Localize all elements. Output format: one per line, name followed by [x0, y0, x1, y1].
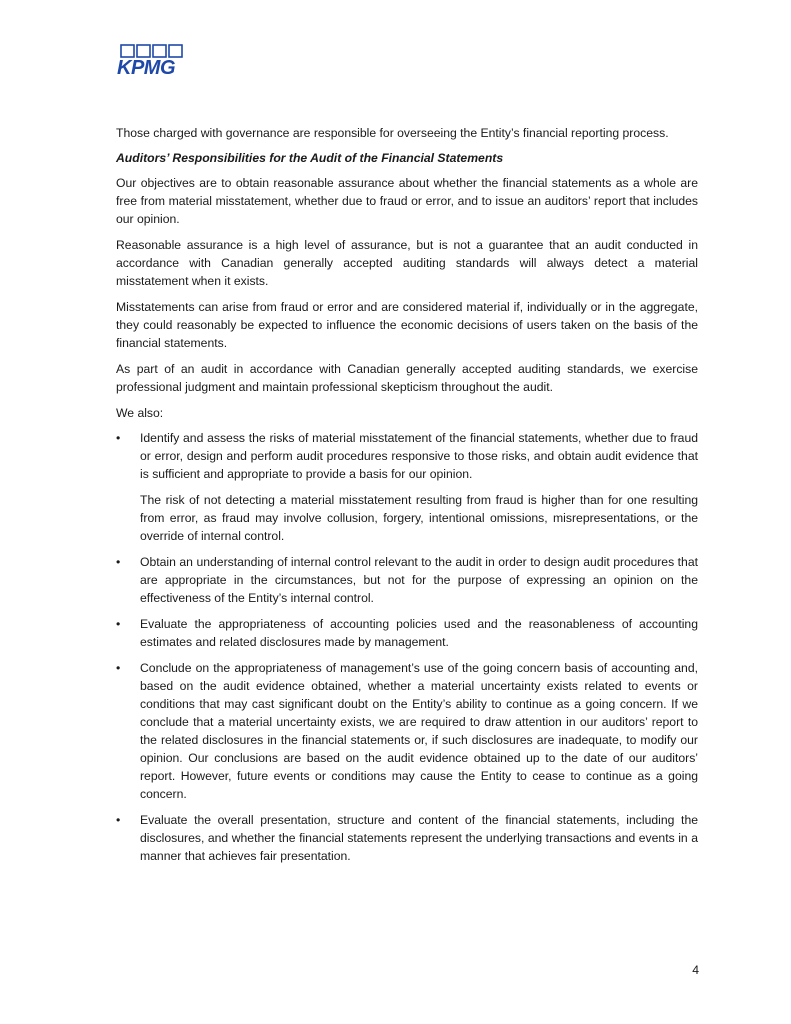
- paragraph-misstatements: Misstatements can arise from fraud or error and are considered material if, individually or in the aggregate, they could reasonably be expected to influence the economic decisions of users taken on the basis of the financial statements.: [116, 300, 698, 350]
- responsibilities-list: [116, 429, 698, 865]
- paragraph-reasonable-assurance: Reasonable assurance is a high level of assurance, but is not a guarantee that an audit conducted in accordance with Canadian generally accepted auditing standards will always detect a material misstatement when it exists.: [116, 238, 698, 288]
- bullet-icon: •: [116, 431, 121, 445]
- bullet-icon: •: [116, 661, 121, 675]
- list-item-text: Evaluate the overall presentation, structure and content of the financial statements, including the disclosures, and whether the financial statements represent the underlying transactions and events in a manner that achieves fair presentation.: [140, 813, 698, 863]
- list-item: [116, 429, 698, 545]
- list-item-text: Identify and assess the risks of material misstatement of the financial statements, whether due to fraud or error, design and perform audit procedures responsive to those risks, and obtain audit evidence that is sufficient and appropriate to provide a basis for our opinion.: [140, 431, 698, 481]
- section-heading: Auditors’ Responsibilities for the Audit of the Financial Statements: [116, 151, 504, 165]
- paragraph-objectives: Our objectives are to obtain reasonable assurance about whether the financial statements as a whole are free from material misstatement, whether due to fraud or error, and to issue an auditors’ report that includes our opinion.: [116, 176, 698, 226]
- list-item: [116, 615, 698, 651]
- list-item: [116, 553, 698, 607]
- bullet-icon: •: [116, 617, 121, 631]
- list-item: [116, 811, 698, 865]
- kpmg-logo-text: KPMG: [117, 57, 175, 76]
- we-also-label: We also:: [116, 406, 164, 420]
- page-number: 4: [692, 963, 699, 977]
- bullet-icon: •: [116, 813, 121, 827]
- list-item: [116, 659, 698, 803]
- document-body: [116, 124, 698, 873]
- kpmg-logo: [116, 44, 186, 76]
- list-item-text: Conclude on the appropriateness of management’s use of the going concern basis of accounting and, based on the audit evidence obtained, whether a material uncertainty exists related to events or conditions that may cast significant doubt on the Entity’s ability to continue as a going concern. If we conclude that a material uncertainty exists, we are required to draw attention in our auditors’ report to the related disclosures in the financial statements or, if such disclosures are inadequate, to modify our opinion. Our conclusions are based on the audit evidence obtained up to the date of our auditors’ report. However, future events or conditions may cause the Entity to cease to continue as a going concern.: [140, 661, 698, 801]
- list-item-text: Obtain an understanding of internal control relevant to the audit in order to design audit procedures that are appropriate in the circumstances, but not for the purpose of expressing an opinion on the effectiveness of the Entity’s internal control.: [140, 555, 698, 605]
- bullet-icon: •: [116, 555, 121, 569]
- list-item-subparagraph: The risk of not detecting a material misstatement resulting from fraud is higher than for one resulting from error, as fraud may involve collusion, forgery, intentional omissions, misrepresentations, or the override of internal control.: [140, 493, 698, 543]
- paragraph-audit-judgment: As part of an audit in accordance with Canadian generally accepted auditing standards, we exercise professional judgment and maintain professional skepticism throughout the audit.: [116, 362, 698, 394]
- intro-paragraph: Those charged with governance are responsible for overseeing the Entity’s financial reporting process.: [116, 126, 669, 140]
- list-item-text: Evaluate the appropriateness of accounting policies used and the reasonableness of accounting estimates and related disclosures made by management.: [140, 617, 698, 649]
- kpmg-logo-mark: [116, 44, 186, 76]
